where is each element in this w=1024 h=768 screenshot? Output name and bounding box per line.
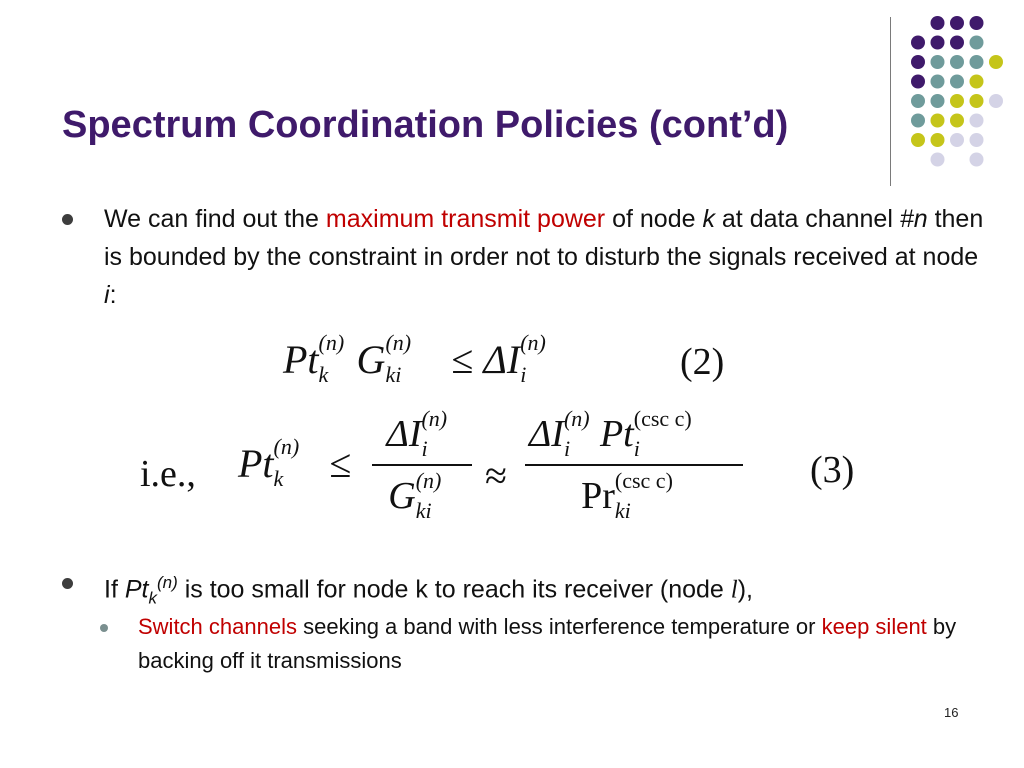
decor-dot [950,94,964,108]
decor-dot [950,16,964,30]
eq3-pr: Pr [581,475,615,517]
sub-bullet-dot [100,624,108,632]
decor-dot [911,133,925,147]
eq3-sub: i [563,436,571,461]
eq3-le: ≤ [329,441,352,486]
bullet-1-text [104,200,984,314]
eq3-sub: ki [614,498,631,523]
decor-dot [911,55,925,69]
decor-dot [970,133,984,147]
decor-dot [970,75,984,89]
decor-dot [950,36,964,50]
sub-bullet-1-text [138,610,958,678]
highlight-switch-channels: Switch channels [138,614,297,639]
decor-dot [950,114,964,128]
text-run: seeking a band with less interference temperature or [296,614,822,639]
decor-dot [931,114,945,128]
text-run: by backing off it transmissions [138,614,957,673]
eq3-sup-csc: (csc c) [633,406,692,431]
var-sup-n: (n) [156,573,178,592]
eq2-sup: (n) [520,330,546,355]
fraction-bar [372,464,472,466]
eq3-sup: (n) [273,434,300,459]
decor-dot [931,133,945,147]
decor-dot [970,36,984,50]
decor-dot [970,114,984,128]
decor-dot [970,16,984,30]
decor-dot [950,75,964,89]
var-i: i [104,281,110,309]
equation-3-fraction-1 [372,406,472,523]
eq2-delta-i: ΔI [483,337,521,382]
eq2-sup: (n) [318,330,345,355]
decor-dot [931,55,945,69]
decor-dot [911,114,925,128]
fraction-bar [525,464,743,466]
eq3-sub: ki [415,498,432,523]
eq3-sup: (n) [421,406,448,431]
decor-dot [931,16,945,30]
slide-title: Spectrum Coordination Policies (cont’d) [62,104,789,146]
decor-dot [970,94,984,108]
eq3-sub: i [421,436,428,461]
decor-dot [911,75,925,89]
eq3-sub: k [273,466,284,491]
bullet-dot [62,578,73,589]
var-l: l [730,576,738,604]
eq3-sup: (n) [563,406,590,431]
text-run: If [104,575,125,604]
eq2-le: ≤ [451,337,474,382]
var-sub-k: k [148,588,157,608]
decor-dot [989,55,1003,69]
eq2-pt: Pt [283,337,319,382]
text-run: : [109,281,117,309]
equation-3-lhs [238,434,360,491]
decor-dot [931,153,945,167]
eq2-sub: k [318,362,329,387]
equation-2 [283,330,558,387]
text-run: at data channel [714,205,900,233]
decor-dot [911,94,925,108]
equation-2-number: (2) [680,341,725,383]
eq2-sub: i [520,362,527,387]
highlight-keep-silent: keep silent [821,614,927,639]
eq3-sup: (n) [415,468,442,493]
decor-dot [950,133,964,147]
decor-dot [950,55,964,69]
decor-dot [970,55,984,69]
decorative-dot-grid [0,0,1024,200]
equation-3-fraction-2 [525,406,743,523]
text-run: is too small for node k to reach its receiver (node [177,575,731,604]
eq3-sub: i [633,436,640,461]
decor-dot [911,36,925,50]
text-run: of node [605,205,703,233]
equation-3-approx: ≈ [485,453,507,498]
equation-3-prefix: i.e., [140,453,196,495]
eq2-sub: ki [385,362,402,387]
text-run: We can find out the [104,205,326,233]
decor-dot [970,153,984,167]
var-pt: Pt [124,575,149,604]
eq3-pt: Pt [599,413,634,455]
equation-3-number: (3) [810,449,855,491]
eq2-g: G [356,337,386,382]
page-number: 16 [944,705,959,720]
bullet-dot [62,214,73,225]
eq3-pt: Pt [238,441,274,486]
eq3-g: G [388,475,416,517]
eq2-sup: (n) [385,330,412,355]
decor-dot [931,75,945,89]
eq3-sup-csc: (csc c) [614,468,673,493]
highlight-max-transmit-power: maximum transmit power [325,205,606,233]
decor-dot [931,94,945,108]
eq3-delta-i: ΔI [529,413,564,455]
text-run: then is bounded by the constraint in order not to disturb the signals received at node [104,205,984,271]
var-k: k [702,205,715,233]
decor-dot [931,36,945,50]
text-run: ), [737,575,754,604]
decor-dot [989,94,1003,108]
var-n: #n [899,205,928,233]
title-divider-line [890,17,891,186]
eq3-delta-i: ΔI [386,413,422,455]
